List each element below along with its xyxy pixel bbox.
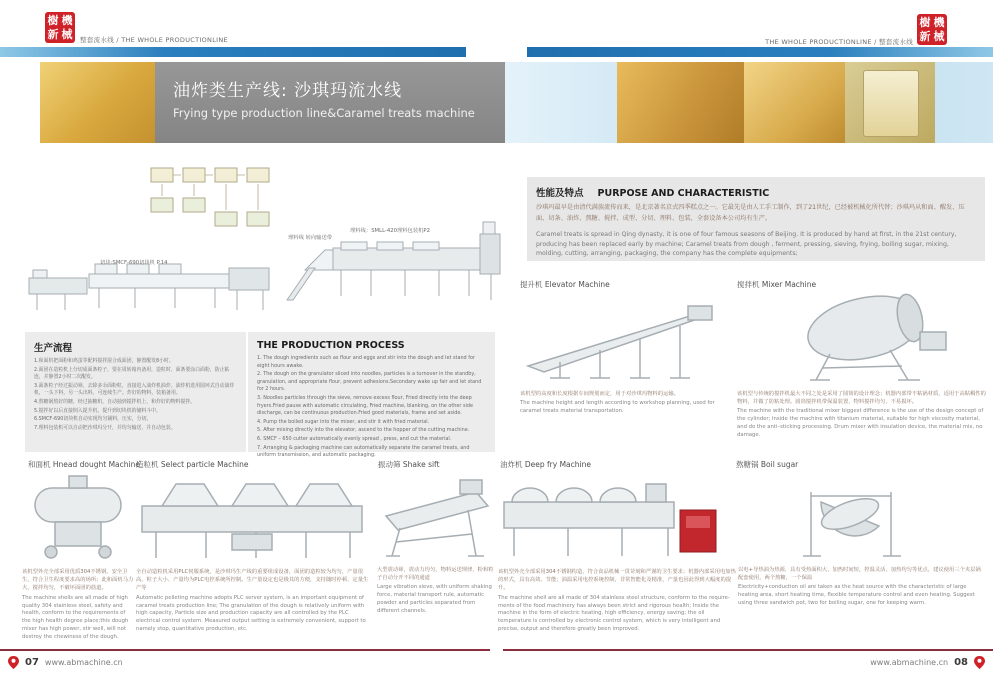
granulator-desc-zh: 全自动造粒机采用PLC伺服系统，是沙琪玛生产线的重要组成设备，面团的造粒较为均匀，产量很高，粒子大小、产量均为PLC电控系统所控制。生产量设定也是极其的方便，支持随时停顿、定量生产等 (136, 569, 369, 592)
fryer-desc-zh: 该机型外壳全部采用304不锈钢构造，符合食品机械一贯苛刻和严谨的卫生要求；机器内部采用电加热的形式，具有高效、节能；油温采用电控系统控制，非常智能化及精准，产量也因此得到大幅度的提升。 (498, 569, 736, 592)
characteristic-title-zh: 性能及特点 (536, 188, 584, 199)
footer-left (8, 656, 123, 669)
sieve-desc-zh: 大型震动筛，震动力均匀，物料运送规律，粉和粒子自动分开不同的通道 (377, 567, 494, 582)
brand-pin-icon (8, 656, 19, 669)
page-number-right: 08 (954, 657, 968, 668)
mixer-desc-zh: 该机型与传统的搅拌机最大不同之处是采用了圆筒的设计理念；机器内部带不粘锅材质，适用于高粘稠性的物料，并做了防粘处理。圆筒搅拌机带保温装置，物料搅拌均匀，不易损坏。 (737, 391, 986, 406)
sugar-pot-description (738, 566, 986, 608)
dough-machine-description (22, 568, 134, 642)
photo-dough-machine (25, 472, 131, 562)
sugar-desc-en: Electricity+conduction oil are taken as the heat source with the characteristic of large heating area, short heating time, flexible temperature control and even heating. Suggest using three sandwich pot, two for boiling sugar, one for keeping warm. (738, 584, 975, 607)
page-title-zh: 油炸类生产线: 沙琪玛流水线 (173, 81, 403, 101)
process-item: 1.和面机把面粉和鸡蛋等配料搅拌混合成面团，静置醒发8小时。 (34, 358, 174, 364)
sieve-machine-label: 振动筛 Shake sift (378, 460, 440, 469)
dough-desc-zh: 该机型外壳全部采用优质304不锈钢，安全卫生，符合卫生程度要求高的场所；此和面机马力大，搅拌均匀，不破坏面团的筋道。 (22, 569, 134, 592)
page-number-left: 07 (25, 657, 39, 668)
seal-char: 新 (919, 30, 931, 44)
granulator-desc-en: Automatic pelleting machine adopts PLC server system, is an important equipment of caramel treats production line; The granulation of the dough is relatively uniform with high capacity, Particle size and production capacity are all controlled by the PLC electrical control system. Measured output setting is extremely convenient, support to namely stop, quantitative production, etc. (136, 594, 366, 633)
photo-sugar-pot (795, 472, 910, 562)
production-process-box-zh (25, 332, 246, 452)
elevator-machine-description (520, 390, 736, 416)
header-blue-bar-left (0, 47, 466, 57)
production-process-box-en (248, 332, 495, 459)
process-title-zh: 生产流程 (34, 343, 73, 354)
process-list-en (257, 355, 486, 460)
seal-char: 樹 (919, 15, 931, 29)
website-link-left[interactable]: www.abmachine.cn (44, 658, 123, 667)
granulator-machine-description (136, 568, 371, 634)
brand-pin-icon (974, 656, 985, 669)
page-title-en: Frying type production line&Caramel treats machine (173, 106, 475, 120)
process-item: 1. The dough ingredients such as flour and eggs and stir into the dough and let stand for eight hours awake. (257, 355, 475, 369)
elevator-machine-label: 提升机 Elevator Machine (520, 280, 610, 289)
header-label-left: 整套流水线 / THE WHOLE PRODUCTIONLINE (80, 36, 228, 44)
photo-fryer-machine (498, 472, 733, 562)
sieve-machine-description (377, 566, 497, 616)
dough-desc-en: The machine shells are all made of high quality 304 stainless steel, safety and health, conform to the requirements of the high health degree place;this dough mixer has high power, stir well, will not destroy the chewiness of the dough. (22, 594, 129, 641)
process-item: 5. After mixing directly into the elevator, ascend to the hopper of the cutting machine. (257, 427, 470, 434)
elevator-desc-en: The machine height and length according to workshop planning, used for caramel treats material transportation. (520, 400, 715, 415)
photo-caramel-closeup-2 (744, 62, 845, 143)
header-label-right: THE WHOLE PRODUCTIONLINE / 整套流水线 (765, 38, 913, 46)
photo-granulator-machine (136, 472, 368, 564)
process-list-zh (34, 358, 237, 432)
process-item: 7. Arranging & packaging machine can automatically separate the caramel treats, and uniform transmission, and automatic packaging. (257, 444, 470, 459)
elevator-desc-zh: 该机型的高度和长度根据车间规划而定，用于对沙琪玛物料的运输。 (520, 391, 679, 397)
package-bag (863, 70, 919, 137)
seal-char: 機 (933, 15, 945, 29)
production-line-diagram (25, 150, 503, 330)
line-diagram-art (25, 150, 503, 330)
characteristic-box (527, 177, 985, 261)
photo-packaged-product (845, 62, 935, 143)
fryer-machine-description (498, 568, 736, 634)
seal-char: 樹 (47, 13, 59, 27)
process-item: 3. Noodles particles through the sieve, remove excess flour, Fried directly into the deep fryers.Fried pause with automatic circulating, Fried machine, blanking, on the other side discharge, can be continuous production.Fried good materials, frame and set aside. (257, 394, 473, 417)
photo-caramel-treats-left (40, 62, 155, 143)
footer-rule-right (503, 649, 993, 651)
mixer-machine-description (737, 390, 987, 440)
sugar-desc-zh: 以电+导热油为热源，具有受热面积大，加热时间短，控温灵活，加热均匀等优点，建议使用三个夹层锅配套使用，两个熬糖，一个保温 (738, 567, 981, 582)
diagram-label-turn-conveyor: 理料线 转向输送带 (288, 235, 333, 241)
footer-rule-left (0, 649, 490, 651)
process-item: 6.SMCF-690切块机自动实现均匀铺料，压实，分切。 (34, 416, 152, 423)
sieve-desc-en: Large vibration sieve, with uniform shaking force, material transport rule, automatic powder and particles separated from different channels. (377, 584, 492, 615)
diagram-label-packaging: 理料线：SMLL-420理料包装机P2 (350, 228, 430, 234)
sugar-pot-label: 熬糖锅 Boil sugar (736, 460, 799, 469)
granulator-machine-label: 造粒机 Select particle Machine (136, 460, 249, 469)
red-seal-logo-right (917, 14, 947, 45)
seal-char: 械 (933, 30, 945, 44)
process-item: 4.熬糖锅熬好的糖，经过抽糖机，自动抽到搅拌机上，和炸好的物料搅拌。 (34, 398, 196, 405)
process-item: 3.面条粒子经过振动筛，去除多余面粉粒，直接进入油炸机油炸。油炸机选用圆环式自动油炸机，一头下料，另一头出料，可连续生产。炸好的物料，装箱备用。 (34, 382, 235, 397)
process-item: 5.搅拌好以后直接倒入提升机，提升到切块机的储料斗中。 (34, 407, 161, 414)
seal-char: 機 (61, 13, 73, 27)
diagram-label-cutter: 切块:SMCF-690切块机 P.14 (100, 260, 168, 266)
characteristic-body-en: Caramel treats is spread in Qing dynasty, it is one of four famous seasons of Beijing. It is produced by hand at first, in the 21st century, producing has been replaced early by machine; Caramel treats from dough , ferment, pressing, sieving, frying, boiling sugar, mixing, molding, cutting, arranging, packaging, the company has the complete equipments; (536, 231, 957, 258)
seal-char: 械 (61, 28, 73, 42)
mixer-desc-en: The machine with the traditional mixer biggest difference is the use of the design concept of the cylinder; Inside the machine with titanium material, suitable for high viscosity material, and do the anti–sticking processing. Drum mixer with insulation device, the material mix, no damage. (737, 408, 984, 439)
footer-right (870, 656, 985, 669)
process-item: 2. The dough on the granulator sliced into noodles, particles is a turnover in the standby, granulation, and appropriate flour, prevent adhesions.Secondary wake up fair and let stand for 2 hours. (257, 371, 482, 393)
process-item: 6. SMCF – 650 cutter automatically evenly spread , press, and cut the material. (257, 435, 452, 442)
mixer-machine-label: 搅拌机 Mixer Machine (737, 280, 817, 289)
photo-caramel-closeup-1 (617, 62, 744, 143)
characteristic-title-en: PURPOSE AND CHARACTERISTIC (597, 188, 770, 199)
photo-mixer-machine (770, 288, 960, 384)
red-seal-logo-left (45, 12, 75, 43)
photo-sieve-machine (376, 472, 496, 562)
process-item: 2.面团在造粒机上分切成面条粒子，要在周转箱内备用，造粒时，面条要涂白面粉，防止粘连，并静置2小时二次醒发。 (34, 366, 230, 381)
process-title-en: THE PRODUCTION PROCESS (257, 340, 405, 351)
characteristic-body-zh: 沙琪玛最早是由清代满族流传而来，是北京著名京式四季糕点之一。它最先是由人工手工制作，到了21世纪，已经被机械化所代替；沙琪玛从和面、醒发、压面、切条、油炸、熬糖、搅拌、成型、分切、理料、包装，全套设备本公司均有生产。 (536, 204, 965, 222)
fryer-desc-en: The machine shell are all made of 304 stainless steel structure, conform to the require-ments of the food machinery has always been strict and rigorous health; Inside the machine in the form of electric heating, high efficiency, energy saving; the oil temperature is controlled by electronic control system, which is very intelligent and precise, output and therefore greatly been improved. (498, 594, 730, 633)
header-blue-bar-right (527, 47, 993, 57)
title-banner (155, 62, 505, 143)
seal-char: 新 (47, 28, 59, 42)
photo-elevator-machine (520, 294, 730, 384)
process-item: 4. Pump the boiled sugar into the mixer, and stir it with fried material. (257, 418, 430, 425)
process-item: 7.理料包装机可以自动把沙琪玛分开，并均匀输送，并自动包装。 (34, 424, 176, 431)
fryer-machine-label: 油炸机 Deep fry Machine (500, 460, 591, 469)
website-link-right[interactable]: www.abmachine.cn (870, 658, 949, 667)
dough-machine-label: 和面机 Hnead dought Machine (28, 460, 140, 469)
